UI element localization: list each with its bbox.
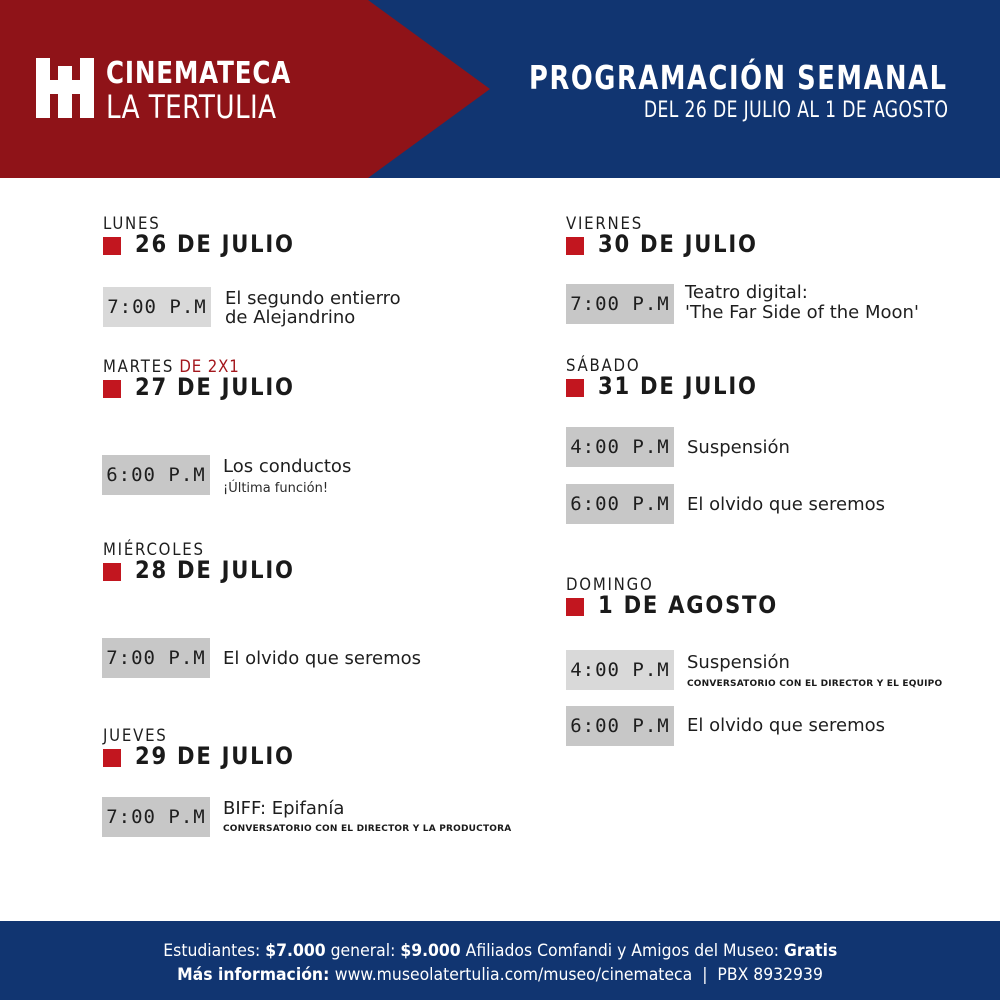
phone-number: PBX 8932939	[717, 965, 823, 985]
day-date: 27 DE JULIO	[135, 373, 295, 401]
footer-prices	[0, 941, 1000, 961]
date-marker	[566, 598, 584, 616]
day-date: 31 DE JULIO	[598, 372, 758, 400]
showtime-time: 7:00 P.M	[102, 638, 210, 678]
showtime-time: 6:00 P.M	[566, 706, 674, 746]
film-title: BIFF: Epifanía	[223, 798, 345, 819]
price-students: $7.000	[264, 941, 326, 961]
film-title-line1: Teatro digital:	[685, 282, 808, 303]
film-title: El olvido que seremos	[687, 715, 886, 736]
film-note: CONVERSATORIO CON EL DIRECTOR Y LA PRODUCTORA	[223, 824, 512, 834]
showtime-time: 7:00 P.M	[566, 284, 674, 324]
brand-name-line1: CINEMATECA	[106, 56, 292, 91]
day-name: JUEVES	[103, 726, 168, 746]
date-marker	[103, 237, 121, 255]
showtime-time: 6:00 P.M	[102, 455, 210, 495]
price-label-general: general:	[325, 941, 401, 961]
date-marker	[103, 380, 121, 398]
film-note: CONVERSATORIO CON EL DIRECTOR Y EL EQUIPO	[687, 679, 943, 689]
day-date: 1 DE AGOSTO	[598, 591, 778, 619]
day-name: MIÉRCOLES	[103, 540, 205, 560]
separator: |	[692, 965, 718, 985]
date-marker	[103, 563, 121, 581]
date-marker	[566, 237, 584, 255]
day-date: 30 DE JULIO	[598, 230, 758, 258]
showtime-time: 4:00 P.M	[566, 650, 674, 690]
day-date: 26 DE JULIO	[135, 230, 295, 258]
showtime-time: 6:00 P.M	[566, 484, 674, 524]
info-label: Más información:	[177, 965, 335, 985]
price-label-students: Estudiantes:	[162, 941, 265, 961]
film-title-line1: El segundo entierro	[225, 288, 401, 309]
price-general: $9.000	[400, 941, 461, 961]
day-date: 28 DE JULIO	[135, 556, 295, 584]
film-note: ¡Última función!	[223, 481, 329, 496]
brand-name-line2: LA TERTULIA	[106, 88, 277, 126]
film-title-line2: de Alejandrino	[225, 307, 356, 328]
price-affiliates: Gratis	[783, 941, 837, 961]
page-title: PROGRAMACIÓN SEMANAL	[529, 58, 948, 97]
price-label-affiliates: Afiliados Comfandi y Amigos del Museo:	[460, 941, 784, 961]
film-title: Suspensión	[687, 437, 790, 458]
film-title: El olvido que seremos	[223, 648, 422, 669]
showtime-time: 4:00 P.M	[566, 427, 674, 467]
website-link[interactable]: www.museolatertulia.com/museo/cinemateca	[334, 965, 693, 985]
showtime-time: 7:00 P.M	[103, 287, 211, 327]
day-name: SÁBADO	[566, 356, 641, 376]
header-banner	[0, 0, 1000, 178]
date-marker	[103, 749, 121, 767]
day-name: VIERNES	[566, 214, 643, 234]
day-name: DOMINGO	[566, 575, 654, 595]
showtime-time: 7:00 P.M	[102, 797, 210, 837]
page-subtitle: DEL 26 DE JULIO AL 1 DE AGOSTO	[643, 98, 948, 123]
cinemateca-logo-icon	[36, 58, 94, 118]
film-title: Los conductos	[223, 456, 352, 477]
film-title: Suspensión	[687, 652, 790, 673]
day-name-text: MARTES	[103, 357, 175, 377]
day-name: LUNES	[103, 214, 161, 234]
footer-contact	[0, 965, 1000, 985]
date-marker	[566, 379, 584, 397]
footer-banner	[0, 921, 1000, 1000]
film-title: El olvido que seremos	[687, 494, 886, 515]
day-date: 29 DE JULIO	[135, 742, 295, 770]
film-title-line2: 'The Far Side of the Moon'	[685, 302, 919, 323]
promo-label: DE 2X1	[179, 357, 240, 377]
